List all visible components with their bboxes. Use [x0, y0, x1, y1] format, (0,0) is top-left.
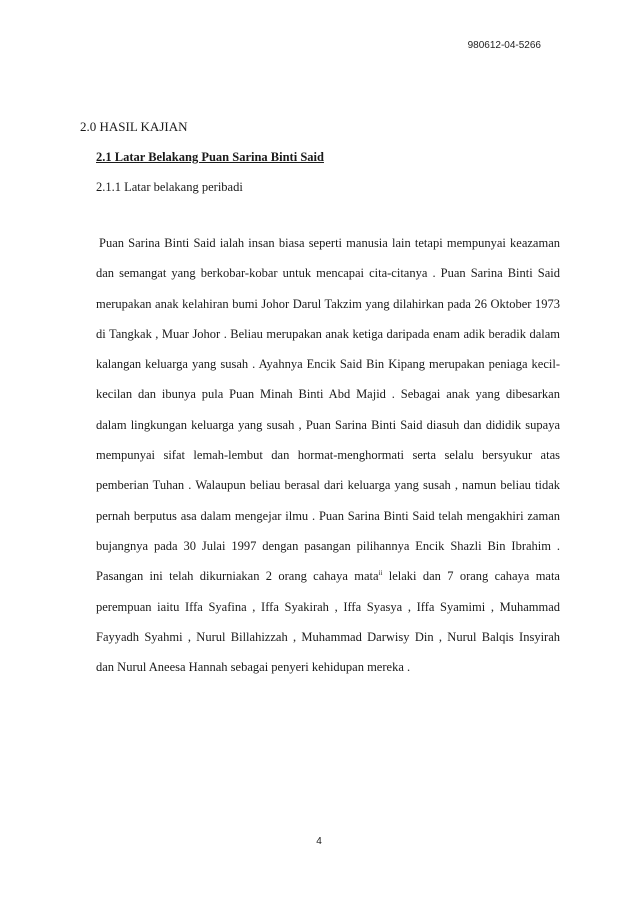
- paragraph-line: pemberian Tuhan . Walaupun beliau berasal dari keluarga yang susah , namun beliau tidak: [96, 478, 560, 493]
- document-id-header: 980612-04-5266: [467, 40, 541, 51]
- paragraph-line: di Tangkak , Muar Johor . Beliau merupakan anak ketiga daripada enam adik beradik dalam: [96, 326, 560, 341]
- section-title: 2.0 HASIL KAJIAN: [80, 119, 188, 134]
- paragraph-line: perempuan iaitu Iffa Syafina , Iffa Syakirah , Iffa Syasya , Iffa Syamimi , Muhammad: [96, 599, 560, 614]
- paragraph-line: dalam lingkungan keluarga yang susah , Puan Sarina Binti Said diasuh dan dididik supaya: [96, 417, 560, 432]
- body-paragraph: [96, 236, 560, 690]
- paragraph-line: pernah berputus asa dalam mengejar ilmu . Puan Sarina Binti Said telah mengakhiri zaman: [96, 508, 560, 523]
- paragraph-line: dan semangat yang berkobar-kobar untuk mencapai cita-citanya . Puan Sarina Binti Said: [96, 266, 560, 281]
- paragraph-line: merupakan anak kelahiran bumi Johor Darul Takzim yang dilahirkan pada 26 Oktober 1973: [96, 296, 560, 311]
- paragraph-line: Puan Sarina Binti Said ialah insan biasa seperti manusia lain tetapi mempunyai keazaman: [99, 236, 560, 250]
- subsection-title: 2.1 Latar Belakang Puan Sarina Binti Said: [96, 150, 324, 164]
- subsubsection-title: 2.1.1 Latar belakang peribadi: [96, 180, 243, 194]
- paragraph-line: kecilan dan ibunya pula Puan Minah Binti Abd Majid . Sebagai anak yang dibesarkan: [96, 387, 560, 402]
- line-text-after-superscript: lelaki dan 7 orang cahaya mata: [382, 569, 560, 584]
- paragraph-line: Fayyadh Syahmi , Nurul Billahizzah , Muhammad Darwisy Din , Nurul Balqis Insyirah: [96, 629, 560, 644]
- paragraph-line: dan Nurul Aneesa Hannah sebagai penyeri kehidupan mereka .: [96, 660, 411, 675]
- paragraph-line: [96, 569, 560, 599]
- footnote-superscript: ii: [378, 569, 383, 578]
- paragraph-line: kalangan keluarga yang susah . Ayahnya Encik Said Bin Kipang merupakan peniaga kecil-: [96, 357, 560, 372]
- paragraph-line: mempunyai sifat lemah-lembut dan hormat-menghormati serta selalu bersyukur atas: [96, 448, 560, 463]
- page-number: 4: [316, 836, 322, 847]
- line-text-before-superscript: Pasangan ini telah dikurniakan 2 orang cahaya mata: [96, 569, 379, 584]
- paragraph-line: bujangnya pada 30 Julai 1997 dengan pasangan pilihannya Encik Shazli Bin Ibrahim .: [96, 538, 560, 553]
